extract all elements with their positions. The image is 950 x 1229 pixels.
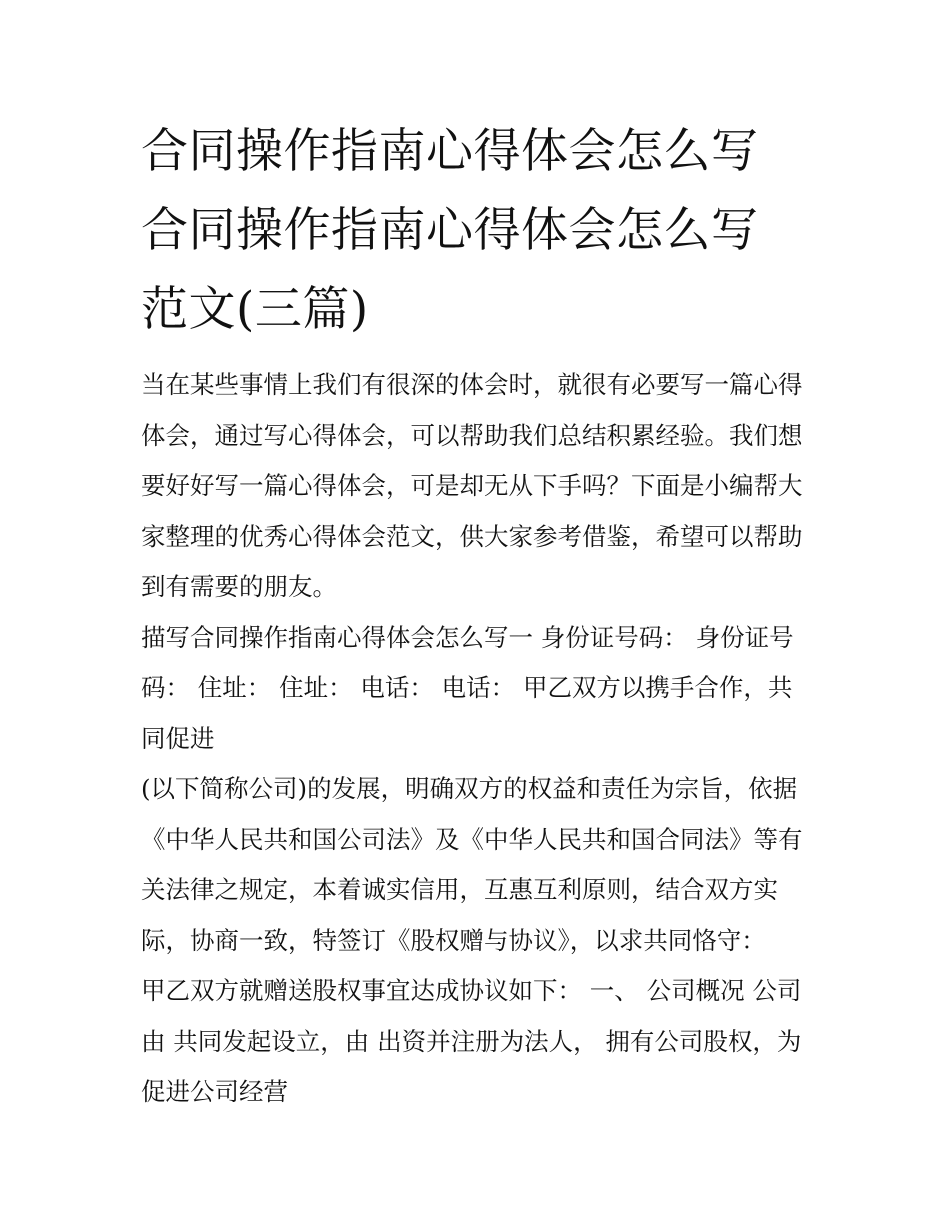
page-title xyxy=(141,112,811,349)
text-line: 促进公司经营 xyxy=(141,1077,288,1106)
contract-parties-paragraph xyxy=(141,613,811,765)
text-line: 际，协商一致，特签订《股权赠与协议》，以求共同恪守： xyxy=(141,925,766,955)
text-line: 《中华人民共和国公司法》及《中华人民共和国合同法》等有 xyxy=(141,824,803,854)
text-line: 要好好写一篇心得体会，可是却无从下手吗？下面是小编帮大 xyxy=(141,471,803,500)
text-line: 码： 住址： 住址： 电话： 电话： 甲乙双方以携手合作，共 xyxy=(141,673,793,702)
contract-purpose-paragraph xyxy=(141,764,811,966)
text-line: 当在某些事情上我们有很深的体会时，就很有必要写一篇心得 xyxy=(141,370,803,399)
text-line: 关法律之规定，本着诚实信用，互惠互利原则，结合双方实 xyxy=(141,875,778,904)
text-line: 甲乙双方就赠送股权事宜达成协议如下： 一、 公司概况 公司 xyxy=(141,976,802,1005)
document-page xyxy=(141,112,811,1118)
text-line: 同促进 xyxy=(141,723,215,753)
text-line: (以下简称公司)的发展，明确双方的权益和责任为宗旨，依据 xyxy=(141,774,798,803)
agreement-terms-paragraph xyxy=(141,966,811,1118)
text-line: 家整理的优秀心得体会范文，供大家参考借鉴，希望可以帮助 xyxy=(141,521,803,551)
text-line: 到有需要的朋友。 xyxy=(141,572,337,601)
text-line: 体会，通过写心得体会，可以帮助我们总结积累经验。我们想 xyxy=(141,420,803,450)
text-line: 描写合同操作指南心得体会怎么写一 身份证号码： 身份证号 xyxy=(141,622,794,652)
title-line: 范文(三篇) xyxy=(141,282,369,337)
title-line: 合同操作指南心得体会怎么写 xyxy=(141,124,759,179)
title-line: 合同操作指南心得体会怎么写 xyxy=(141,203,759,258)
intro-paragraph xyxy=(141,360,811,613)
text-line: 由 共同发起设立，由 出资并注册为法人， 拥有公司股权，为 xyxy=(141,1026,802,1056)
